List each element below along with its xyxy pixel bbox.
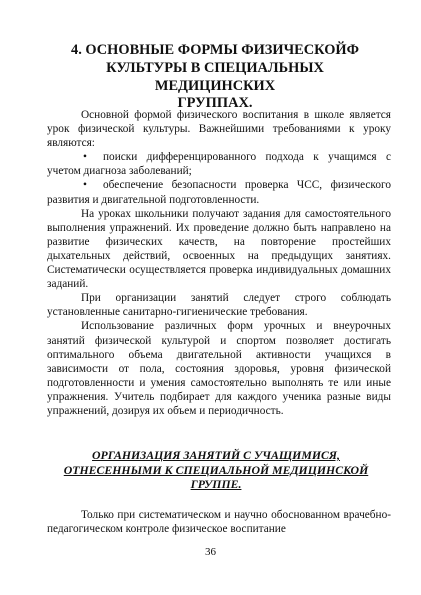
paragraph-sanitary: При организации занятий следует строго соблюдать установленные санитарно-гигиенические требования. bbox=[47, 292, 391, 319]
bullet-item-1 bbox=[47, 150, 391, 178]
subheading-line-2: ОТНЕСЕННЫМИ К СПЕЦИАЛЬНОЙ МЕДИЦИНСКОЙ bbox=[63, 462, 369, 477]
chapter-heading-line-2: КУЛЬТУРЫ В СПЕЦИАЛЬНЫХ МЕДИЦИНСКИХ bbox=[106, 59, 324, 94]
subheading-line-1: ОРГАНИЗАЦИЯ ЗАНЯТИЙ С УЧАЩИМИСЯ, bbox=[92, 448, 340, 462]
paragraph-control: Только при систематическом и научно обоснованном врачебно-педагогическом контроле физическое воспитание bbox=[47, 509, 391, 536]
section-subheading bbox=[60, 448, 372, 492]
chapter-heading-line-3: ГРУППАХ. bbox=[177, 95, 253, 112]
chapter-heading bbox=[50, 42, 380, 113]
bullet-icon: • bbox=[83, 151, 87, 164]
bullet-text-1: поиски дифференцированного подхода к учащимся с учетом диагноза заболеваний; bbox=[47, 151, 391, 178]
bullet-text-2: обеспечение безопасности проверка ЧСС, физического развития и двигательной подготовленности. bbox=[47, 179, 391, 206]
chapter-heading-line-1: 4. ОСНОВНЫЕ ФОРМЫ ФИЗИЧЕСКОЙФ bbox=[71, 42, 359, 58]
bullet-item-2 bbox=[47, 178, 391, 206]
page-number: 36 bbox=[205, 546, 216, 558]
body-text-continued bbox=[47, 508, 391, 536]
bullet-icon: • bbox=[83, 179, 87, 192]
paragraph-homework: На уроках школьники получают задания для самостоятельного выполнения упражнений. Их проведение должно быть направлено на развитие физических качеств, на повторение простейших дыхательных действий, освоенных на предыдущих занятиях. Систематически осуществляется проверка индивидуальных домашних заданий. bbox=[47, 207, 391, 291]
body-text bbox=[47, 108, 391, 418]
paragraph-intro: Основной формой физического воспитания в школе является урок физической культуры. Важнейшими требованиями к уроку являются: bbox=[47, 109, 391, 150]
paragraph-activity: Использование различных форм урочных и внеурочных занятий физической культурой и спортом позволяет достигать оптимального объема двигательной активности учащихся в зависимости от пола, состояния здоровья, уровня физической подготовленности и умения самостоятельно выполнять те или иные упражнения. Учитель подбирает для каждого ученика разные виды упражнений, дозируя их объем и периодичность. bbox=[47, 320, 391, 417]
subheading-line-3: ГРУППЕ. bbox=[190, 477, 242, 492]
